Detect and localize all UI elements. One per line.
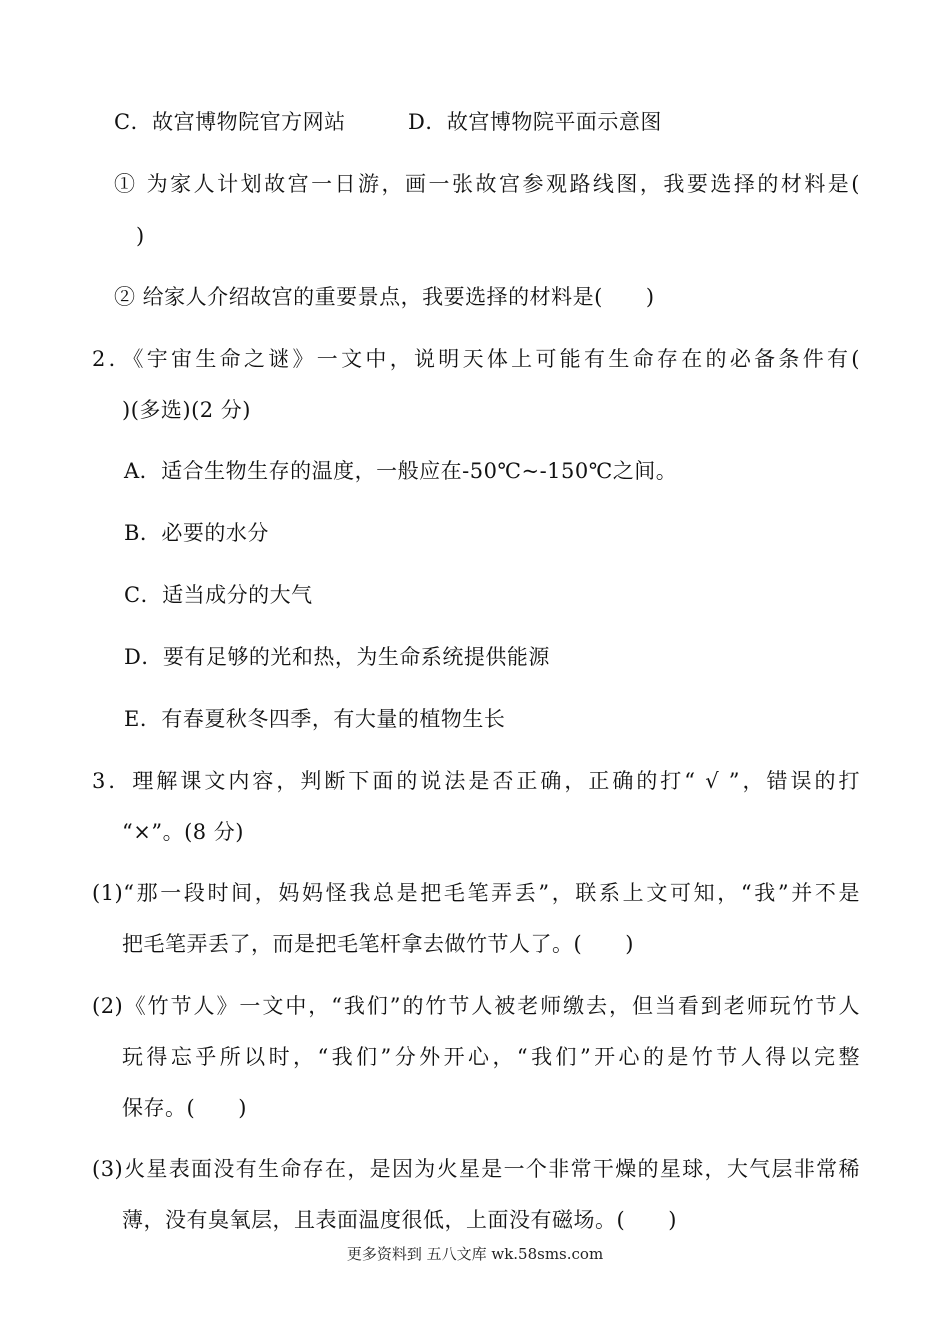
question-2-option-a: A．适合生物生存的温度，一般应在-50℃~-150℃之间。 (124, 459, 678, 483)
question-2-option-e: E．有春夏秋冬四季，有大量的植物生长 (124, 707, 506, 731)
sub-question-1-blank: ) (136, 224, 145, 248)
statement-2: (2)《竹节人》一文中，“我们”的竹节人被老师缴去，但当看到老师玩竹节人 (92, 994, 860, 1018)
option-d-source: D．故宫博物院平面示意图 (408, 110, 662, 134)
statement-2-end: 保存。( ) (122, 1096, 247, 1120)
question-2-option-b: B．必要的水分 (124, 521, 269, 545)
statement-3-cont: 薄，没有臭氧层，且表面温度很低，上面没有磁场。( ) (122, 1208, 677, 1232)
statement-1: (1)“那一段时间，妈妈怪我总是把毛笔弄丢”，联系上文可知，“我”并不是 (92, 881, 860, 905)
question-2-stem-cont: )(多选)(2 分) (122, 398, 252, 422)
sub-question-2: ② 给家人介绍故宫的重要景点，我要选择的材料是( ) (114, 285, 655, 309)
statement-2-cont: 玩得忘乎所以时，“我们”分外开心，“我们”开心的是竹节人得以完整 (122, 1045, 860, 1069)
sub-question-1: ① 为家人计划故宫一日游，画一张故宫参观路线图，我要选择的材料是( (114, 172, 860, 196)
question-2-stem: 2．《宇宙生命之谜》一文中，说明天体上可能有生命存在的必备条件有( (92, 347, 860, 371)
question-2-option-c: C．适当成分的大气 (124, 583, 313, 607)
statement-3: (3)火星表面没有生命存在，是因为火星是一个非常干燥的星球，大气层非常稀 (92, 1157, 860, 1181)
question-3-stem-cont: “×”。(8 分) (122, 820, 244, 844)
question-3-stem: 3．理解课文内容，判断下面的说法是否正确，正确的打“ √ ”，错误的打 (92, 769, 860, 793)
question-2-option-d: D．要有足够的光和热，为生命系统提供能源 (124, 645, 550, 669)
statement-1-cont: 把毛笔弄丢了，而是把毛笔杆拿去做竹节人了。( ) (122, 932, 634, 956)
page-footer: 更多资料到 五八文库 wk.58sms.com (346, 1245, 604, 1263)
option-c-source: C．故宫博物院官方网站 (114, 110, 346, 134)
